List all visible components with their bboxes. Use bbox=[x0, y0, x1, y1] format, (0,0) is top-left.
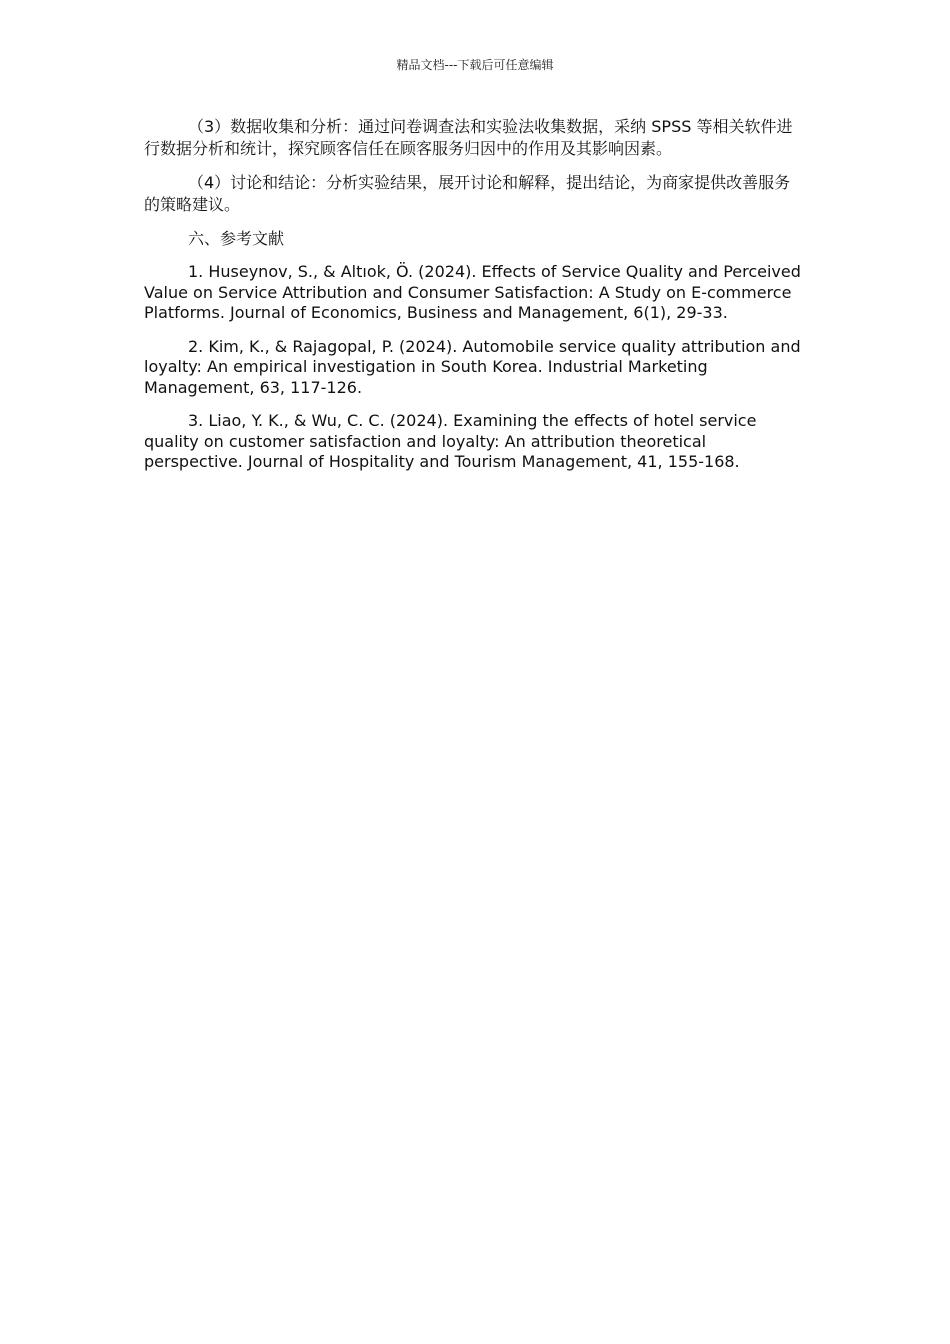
reference-item: 2. Kim, K., & Rajagopal, P. (2024). Automobile service quality attribution and loyalty: An empirical investigation in South Korea. Industrial Marketing Management, 63, 117-126. bbox=[144, 336, 801, 397]
paragraph-discussion: （4）讨论和结论：分析实验结果，展开讨论和解释，提出结论，为商家提供改善服务的策略建议。 bbox=[144, 173, 791, 214]
page-header: 精品文档---下载后可任意编辑 bbox=[396, 58, 554, 72]
document-body bbox=[144, 116, 806, 486]
paragraph-data-collection: （3）数据收集和分析：通过问卷调查法和实验法收集数据，采纳 SPSS 等相关软件进行数据分析和统计，探究顾客信任在顾客服务归因中的作用及其影响因素。 bbox=[144, 117, 793, 158]
reference-item: 1. Huseynov, S., & Altıok, Ö. (2024). Effects of Service Quality and Perceived Value on Service Attribution and Consumer Satisfaction: A Study on E-commerce Platforms. Journal of Economics, Business and Management, 6(1), 29-33. bbox=[144, 262, 801, 322]
section-heading-references: 六、参考文献 bbox=[188, 229, 285, 248]
reference-item: 3. Liao, Y. K., & Wu, C. C. (2024). Examining the effects of hotel service quality on customer satisfaction and loyalty: An attribution theoretical perspective. Journal of Hospitality and Tourism Management, 41, 155-168. bbox=[144, 411, 757, 471]
